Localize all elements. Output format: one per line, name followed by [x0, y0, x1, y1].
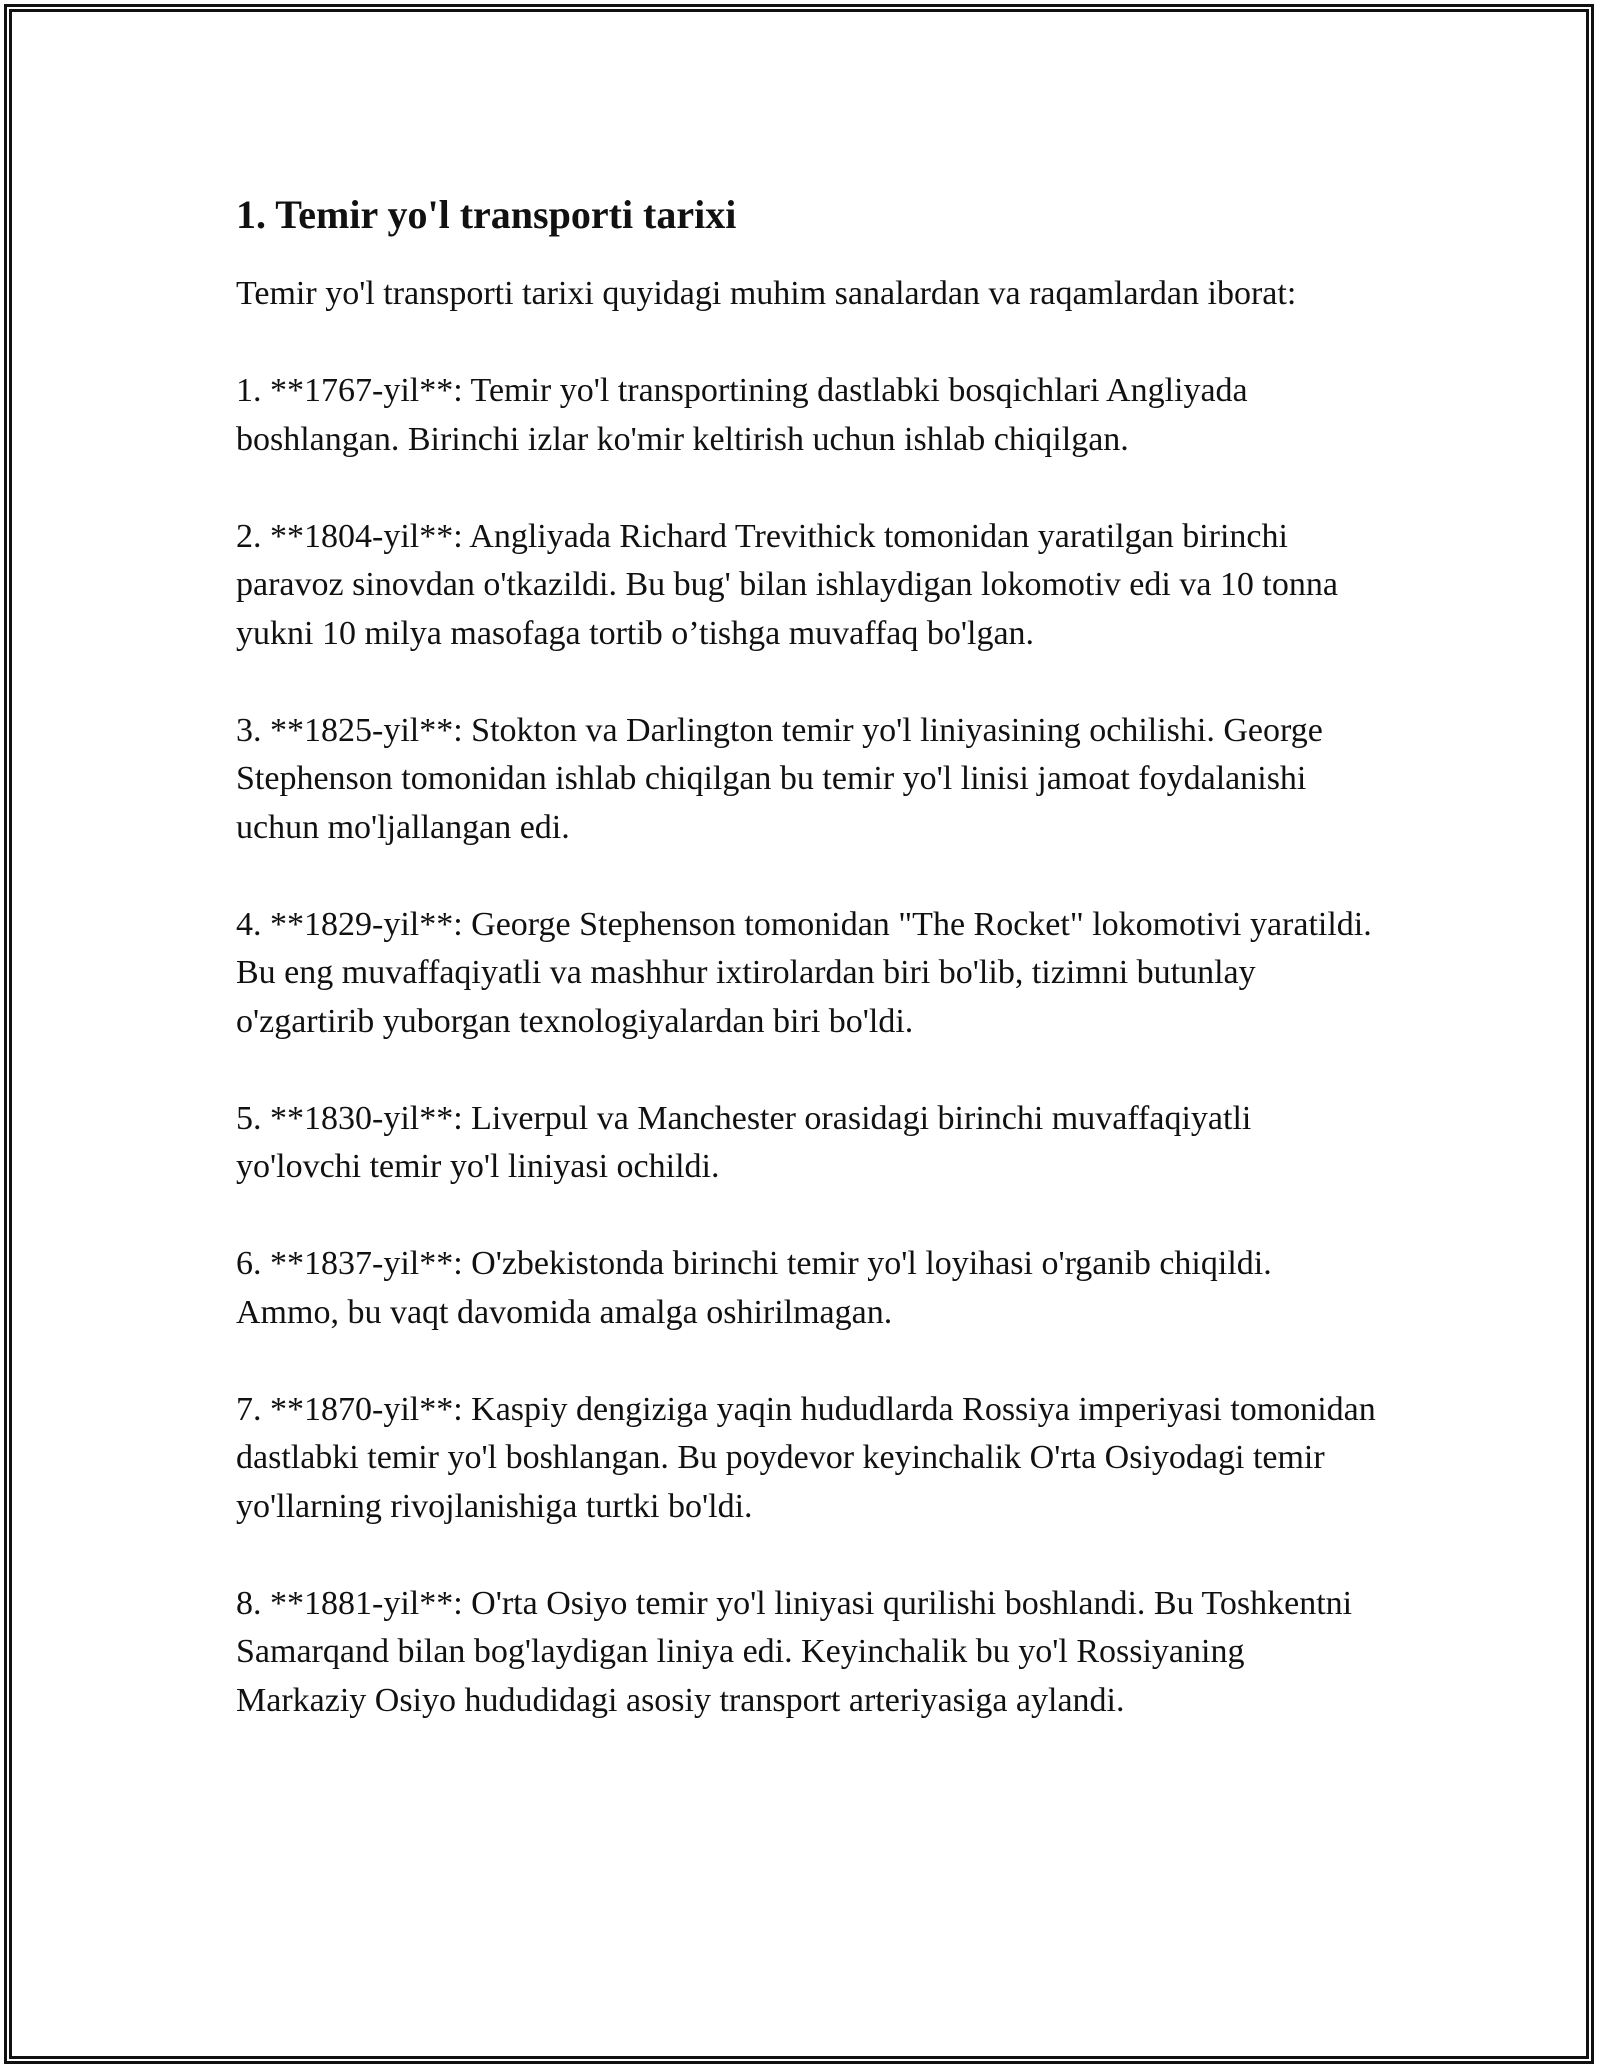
- intro-paragraph: Temir yo'l transporti tarixi quyidagi muhim sanalardan va raqamlardan iborat:: [236, 275, 1297, 312]
- list-item: 7. **1870-yil**: Kaspiy dengiziga yaqin hududlarda Rossiya imperiyasi tomonidan dastlabki temir yo'l boshlangan. Bu poydevor keyinchalik O'rta Osiyodagi temir yo'llarning rivojlanishiga turtki bo'ldi.: [236, 1390, 1376, 1525]
- document-body: [236, 190, 1376, 1774]
- list-item: 5. **1830-yil**: Liverpul va Manchester orasidagi birinchi muvaffaqiyatli yo'lovchi temir yo'l liniyasi ochildi.: [236, 1099, 1252, 1185]
- list-item: 6. **1837-yil**: O'zbekistonda birinchi temir yo'l loyihasi o'rganib chiqildi. Ammo, bu vaqt davomida amalga oshirilmagan.: [236, 1245, 1272, 1331]
- section-heading: 1. Temir yo'l transporti tarixi: [236, 192, 737, 237]
- list-item: 1. **1767-yil**: Temir yo'l transportining dastlabki bosqichlari Angliyada boshlangan. Birinchi izlar ko'mir keltirish uchun ishlab chiqilgan.: [236, 372, 1248, 458]
- list-item: 8. **1881-yil**: O'rta Osiyo temir yo'l liniyasi qurilishi boshlandi. Bu Toshkentni Samarqand bilan bog'laydigan liniya edi. Keyinchalik bu yo'l Rossiyaning Markaziy Osiyo hududidagi asosiy transport arteriyasiga aylandi.: [236, 1584, 1353, 1719]
- list-item: 4. **1829-yil**: George Stephenson tomonidan "The Rocket" lokomotivi yaratildi. Bu eng muvaffaqiyatli va mashhur ixtirolardan biri bo'lib, tizimni butunlay o'zgartirib yuborgan texnologiyalardan biri bo'ldi.: [236, 905, 1372, 1040]
- list-item: 3. **1825-yil**: Stokton va Darlington temir yo'l liniyasining ochilishi. George Stephenson tomonidan ishlab chiqilgan bu temir yo'l linisi jamoat foydalanishi uchun mo'ljallangan edi.: [236, 711, 1323, 846]
- list-item: 2. **1804-yil**: Angliyada Richard Trevithick tomonidan yaratilgan birinchi paravoz sinovdan o'tkazildi. Bu bug' bilan ishlaydigan lokomotiv edi va 10 tonna yukni 10 milya masofaga tortib o’tishga muvaffaq bo'lgan.: [236, 517, 1338, 652]
